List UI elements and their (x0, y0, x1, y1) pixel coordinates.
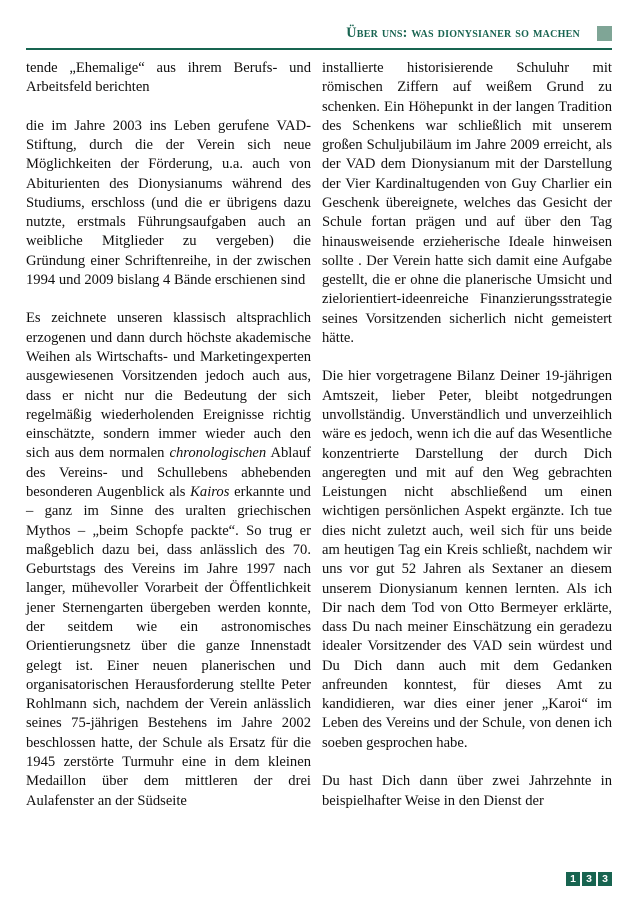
page-number-digit: 3 (598, 872, 612, 886)
header-square-decoration (597, 26, 612, 41)
column-right (322, 59, 612, 864)
text-run-italic: Kairos (190, 484, 230, 500)
paragraph: Die hier vorgetragene Bilanz Deiner 19-jährigen Amtszeit, lieber Peter, bleibt notgedrungen unvollständig. Unverständlich und unverzeihlich wäre es jedoch, wenn ich die auf das Wesentliche konzentrierte Darstellung der durch Dich angeregten und mit auf den Weg gebrachten Leistungen nicht abschließend um einen wichtigen persönlichen Aspekt ergänzte. Ich tue dies nicht zuletzt auch, weil sich für uns beide am heutigen Tag ein Kreis schließt, nachdem wir uns vor gut 52 Jahren als Sextaner an diesem unserem Dionysianum kennen lernten. Als ich Dir nach dem Tod von Otto Bermeyer erklärte, dass Du nach meiner Einschätzung ein geradezu idealer Vorsitzender des VAD sein würdest und Du Dich dann auch mit dem Gedanken anfreunden konntest, für dieses Amt zu kandidieren, war dies einer jener „Karoi“ im Leben des Vereins und der Schule, von denen ich soeben gesprochen habe. (322, 368, 612, 751)
text-run: erkannte und – ganz im Sinne des uralten griechischen Mythos – „beim Schopfe packte“. So trug er maßgeblich dazu bei, dass anlässlich des 70. Geburtstags des Vereins im Jahre 1997 nach langer, mühevoller Vorarbeit der Öffentlichkeit jener Sternengarten übergeben werden konnte, der seitdem wie ein astronomisches Orientierungsnetz über die ganze Innenstadt gelegt ist. Einer neuen planerischen und organisatorischen Herausforderung stellte Peter Rohlmann sich, nachdem der Verein anlässlich seines 75-jährigen Bestehens im Jahre 2002 beschlossen hatte, der Schule als Ersatz für die 1945 zerstörte Turmuhr eine in dem kleinen Medaillon über dem mittleren der drei Aulafenster an der Südseite (26, 484, 311, 809)
page-number-digit: 3 (582, 872, 596, 886)
paragraph: installierte historisierende Schuluhr mit römischen Ziffern auf weißem Grund zu schenken. Ein Höhepunkt in der langen Tradition des Schenkens war schließlich mit unserem großen Schuljubiläum im Jahre 2009 erreicht, als der VAD dem Dionysianum mit der Darstellung der Vier Kardinaltugenden von Guy Charlier ein Geschenk übereignete, welches das Gesicht der Schule fortan prägen und auf über den Tag hinausweisende erzieherische Ideale hinweisen sollte . Der Verein hatte sich damit eine Aufgabe gestellt, die er ohne die planerische Umsicht und zielorientiert-ideenreiche Finanzierungsstrategie seines Vorsitzenden sicherlich nicht gemeistert hätte. (322, 60, 612, 346)
text-run: Es zeichnete unseren klassisch altsprachlich erzogenen und dann durch höchste akademische Weihen als Wirtschafts- und Marketingexperten ausgewiesenen Vorsitzenden jedoch auch aus, dass er nicht nur die Bedeutung der sich regelmäßig wiederholenden Ereignisse richtig einschätzte, sondern immer wieder auch den sich aus dem normalen (26, 310, 311, 462)
running-head (26, 24, 612, 54)
page-number (566, 872, 612, 886)
paragraph: Du hast Dich dann über zwei Jahrzehnte in beispielhafter Weise in den Dienst der (322, 773, 612, 809)
body-columns (26, 59, 612, 864)
text-run: Ablauf des Vereins- und Schullebens abhebenden besonderen Augenblick als (26, 445, 311, 500)
paragraph: tende „Ehemalige“ aus ihrem Berufs- und Arbeitsfeld berichten (26, 60, 311, 96)
page-title: Über uns: was dionysianer so machen (346, 25, 580, 41)
paragraph-rich (26, 309, 311, 810)
paragraph: die im Jahre 2003 ins Leben gerufene VAD-Stiftung, durch die der Verein sich neue Möglichkeiten der Förderung, u.a. auch von Abiturienten des Dionysianums während des Studiums, erschloss (und die er übrigens dazu nutzte, erstmals Führungsaufgaben auch an weibliche Mitglieder zu vergeben) die Gründung einer Schriftenreihe, in der zwischen 1994 und 2009 bislang 4 Bände erschienen sind (26, 117, 311, 288)
text-run-italic: chronologischen (169, 445, 267, 462)
page-number-digit: 1 (566, 872, 580, 886)
header-rule (26, 48, 612, 50)
column-left (26, 59, 311, 864)
